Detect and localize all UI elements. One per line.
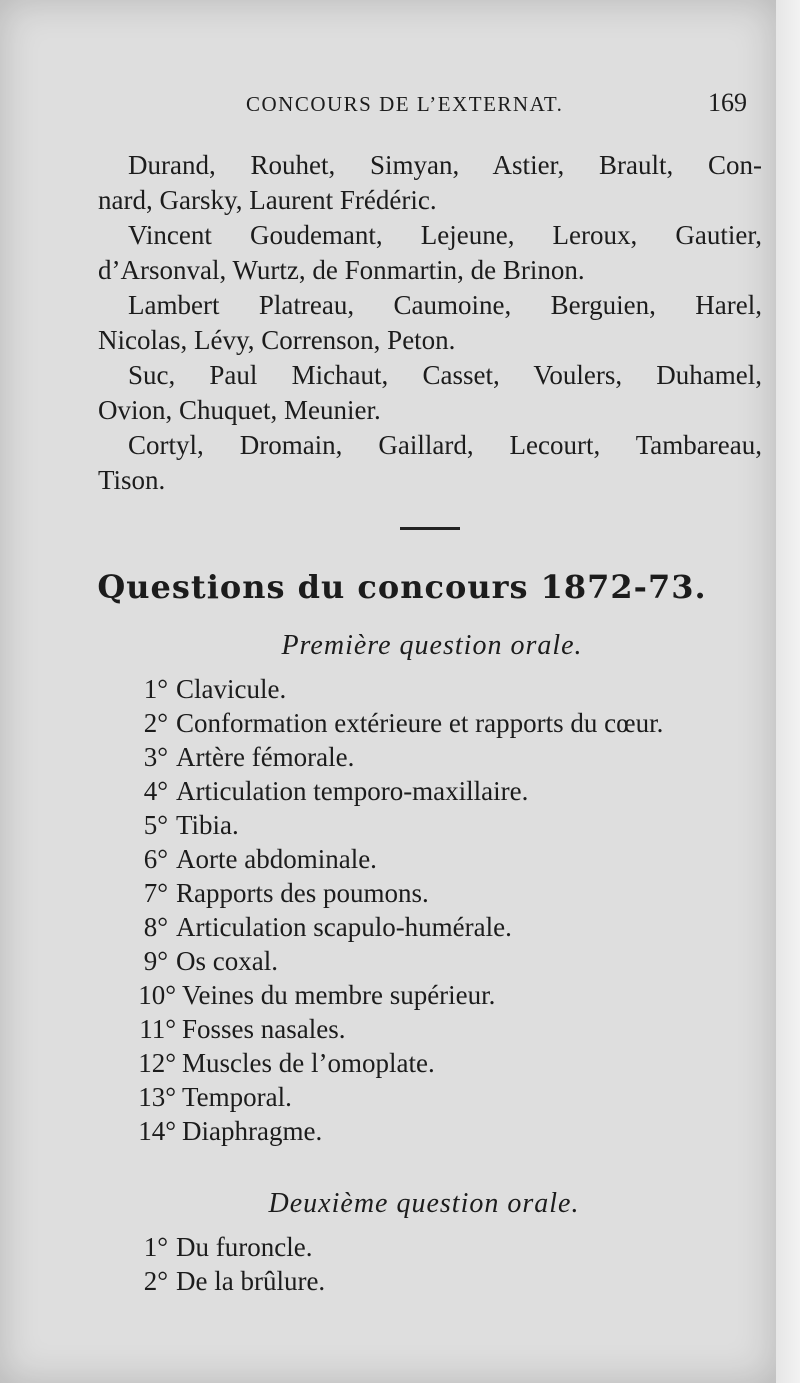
second-question-heading: Deuxième question orale. (268, 1188, 580, 1219)
running-title: CONCOURS DE L’EXTERNAT. (246, 92, 564, 116)
question-number: 3° (143, 742, 168, 772)
page-number: 169 (708, 88, 747, 117)
question-item (112, 740, 663, 774)
question-text: Du furoncle. (176, 1232, 313, 1262)
question-number: 4° (143, 776, 168, 806)
question-item (112, 1114, 663, 1148)
question-text: De la brûlure. (176, 1266, 326, 1296)
name-line: Vincent Goudemant, Lejeune, Leroux, Gautier, (128, 220, 762, 250)
question-item (112, 910, 663, 944)
candidate-names (98, 148, 762, 498)
second-question-list (112, 1230, 325, 1298)
question-item (112, 1080, 663, 1114)
question-number: 7° (143, 878, 168, 908)
name-line: Nicolas, Lévy, Correnson, Peton. (98, 325, 456, 355)
question-number: 5° (143, 810, 168, 840)
question-number: 2° (143, 1266, 168, 1296)
question-number: 9° (143, 946, 168, 976)
first-question-list (112, 672, 663, 1148)
question-item (112, 1264, 325, 1298)
question-number: 11° (139, 1014, 176, 1044)
first-question-heading: Première question orale. (281, 630, 583, 661)
question-text: Articulation temporo-maxillaire. (176, 776, 529, 806)
question-text: Os coxal. (176, 946, 278, 976)
page-edge (776, 0, 800, 1383)
question-number: 6° (143, 844, 168, 874)
question-item (112, 808, 663, 842)
name-line: nard, Garsky, Laurent Frédéric. (98, 185, 437, 215)
question-item (112, 672, 663, 706)
section-divider (400, 527, 460, 530)
question-number: 13° (138, 1082, 176, 1112)
question-item (112, 1012, 663, 1046)
name-line: Durand, Rouhet, Simyan, Astier, Brault, Con- (128, 150, 762, 180)
question-text: Artère fémorale. (176, 742, 355, 772)
question-text: Fosses nasales. (182, 1014, 346, 1044)
question-text: Temporal. (182, 1082, 292, 1112)
question-text: Aorte abdominale. (176, 844, 377, 874)
question-item (112, 876, 663, 910)
question-number: 10° (138, 980, 176, 1010)
page-header (0, 86, 776, 126)
question-item (112, 1046, 663, 1080)
name-line: Ovion, Chuquet, Meunier. (98, 395, 381, 425)
question-number: 12° (138, 1048, 176, 1078)
question-text: Rapports des poumons. (176, 878, 429, 908)
question-item (112, 774, 663, 808)
question-text: Clavicule. (176, 674, 287, 704)
name-line: Lambert Platreau, Caumoine, Berguien, Harel, (128, 290, 762, 320)
question-number: 14° (138, 1116, 176, 1146)
question-number: 1° (143, 674, 168, 704)
question-text: Diaphragme. (182, 1116, 323, 1146)
question-text: Articulation scapulo-humérale. (176, 912, 512, 942)
question-number: 2° (143, 708, 168, 738)
question-text: Muscles de l’omoplate. (182, 1048, 435, 1078)
question-item (112, 706, 663, 740)
name-line: Cortyl, Dromain, Gaillard, Lecourt, Tambareau, (128, 430, 762, 460)
question-text: Tibia. (176, 810, 239, 840)
name-line: d’Arsonval, Wurtz, de Fonmartin, de Brinon. (98, 255, 585, 285)
name-line: Tison. (98, 465, 166, 495)
question-item (112, 1230, 325, 1264)
question-text: Conformation extérieure et rapports du cœur. (176, 708, 664, 738)
question-item (112, 978, 663, 1012)
question-number: 8° (143, 912, 168, 942)
section-title: Questions du concours 1872-73. (97, 568, 707, 606)
name-line: Suc, Paul Michaut, Casset, Voulers, Duhamel, (128, 360, 762, 390)
question-number: 1° (143, 1232, 168, 1262)
question-item (112, 944, 663, 978)
question-text: Veines du membre supérieur. (182, 980, 496, 1010)
question-item (112, 842, 663, 876)
